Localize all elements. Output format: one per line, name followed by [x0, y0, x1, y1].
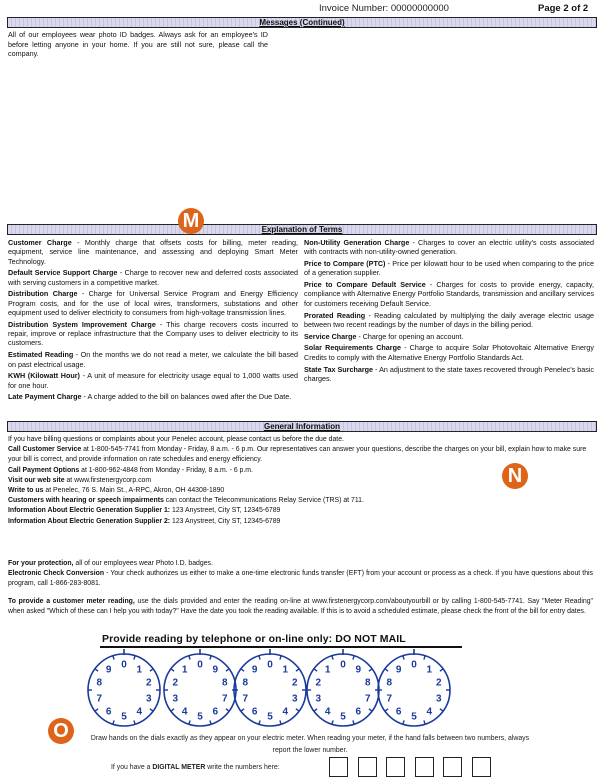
dial-number: 0	[121, 659, 127, 671]
dial-5[interactable]	[364, 642, 464, 732]
dial-number: 4	[181, 706, 188, 718]
dial-tick	[403, 720, 404, 724]
digit-box[interactable]	[443, 757, 462, 777]
meter-reading-note: To provide a customer meter reading, use the dials provided and enter the reading on-line at www.firstenergycorp.com/aboutyourbill or by calling 1-800-545-7741. Say "Meter Reading" when asked "Which of these can I help you with today?" Have the date you took the reading available. If this is to avoid a scheduled estimate, please check the front of the bill for entry dates.	[8, 598, 593, 616]
term-left-5	[8, 371, 298, 390]
dial-number: 8	[221, 677, 228, 689]
term-right-6	[304, 365, 594, 384]
dial-tick	[210, 720, 211, 724]
general-item	[8, 506, 593, 516]
dial-tick	[353, 656, 354, 660]
term-definition: - Price per kilowatt hour to be used when comparing to the price of a generation supplier.	[304, 259, 594, 278]
dial-number: 7	[221, 693, 228, 705]
dial-instructions: Draw hands on the dials exactly as they appear on your electric meter. When reading your meter, if the hand falls between two numbers, always report the lower number.	[90, 735, 530, 754]
messages-text: All of our employees wear photo ID badges. Always ask for an employee's ID before letting anyone in your home. If you are still not sure, please call the company.	[8, 30, 268, 59]
term-definition: - Charge for Universal Service Program and Energy Efficiency Program costs, and for the use of local wires, transformers, substations and other equipment used to deliver electricity to consumers from high-voltage transmission lines.	[8, 289, 298, 318]
dial-number: 0	[340, 659, 346, 671]
term-right-2	[304, 280, 594, 308]
dial-number: 2	[172, 677, 179, 689]
term-left-0	[8, 238, 298, 266]
dial-number: 3	[435, 693, 442, 705]
general-item-label: Customers with hearing or speech impairments	[8, 497, 164, 505]
general-item	[8, 486, 593, 496]
dial-tick	[241, 669, 244, 671]
general-item-text: at 1-800-545-7741 from Monday - Friday, 8 a.m. - 6 p.m. Our representatives can answer your questions, describe the charges on your bill, explain how to make sure your bill is correct, and provide information on rate schedules and energy efficiency.	[8, 446, 587, 464]
term-definition: - Charge for opening an account.	[356, 331, 464, 341]
term-name: Distribution Charge	[8, 289, 78, 299]
dial-tick	[403, 656, 404, 660]
term-name: Distribution System Improvement Charge	[8, 319, 156, 329]
term-name: State Tax Surcharge	[304, 364, 374, 374]
dial-number: 1	[136, 664, 143, 676]
dial-tick	[440, 709, 443, 711]
dial-number: 6	[105, 706, 112, 718]
dial-number: 6	[395, 706, 402, 718]
messages-section-header: Messages (Continued)	[7, 17, 597, 28]
term-name: Customer Charge	[8, 238, 72, 247]
dial-tick	[171, 669, 174, 671]
invoice-label: Invoice Number:	[319, 3, 389, 14]
dial-number: 5	[197, 711, 203, 723]
term-definition: - Charges to cover an electric utility's costs associated with contracts with non-utility-owned generation.	[304, 238, 595, 257]
general-info	[8, 435, 593, 527]
dial-number: 5	[267, 711, 273, 723]
dial-tick	[189, 720, 190, 724]
term-definition: - On the months we do not read a meter, we calculate the bill based on past electrical usage.	[8, 350, 299, 369]
general-item	[8, 445, 593, 465]
general-item-label: Call Payment Options	[8, 466, 80, 474]
term-right-0	[304, 238, 594, 257]
term-left-3	[8, 320, 298, 348]
dial-tick	[424, 656, 425, 660]
dial-tick	[280, 656, 281, 660]
callout-badge-m: M	[178, 208, 204, 234]
dial-number: 2	[315, 677, 322, 689]
dial-number: 7	[386, 693, 393, 705]
invoice-number	[319, 3, 449, 14]
term-name: Late Payment Charge	[8, 392, 82, 402]
term-left-6	[8, 392, 298, 401]
dial-number: 0	[197, 659, 203, 671]
dial-tick	[332, 656, 333, 660]
general-item-text: at Penelec, 76 S. Main St., A-RPC, Akron, OH 44308-1890	[43, 487, 225, 495]
dial-number: 8	[386, 677, 393, 689]
general-section-header: General Information	[7, 421, 597, 432]
dial-number: 9	[251, 664, 258, 676]
term-name: Price to Compare Default Service	[304, 280, 426, 290]
general-item-text: 123 Anystreet, City ST, 12345-6789	[170, 507, 281, 515]
dial-tick	[332, 720, 333, 724]
dial-tick	[210, 656, 211, 660]
callout-badge-o: O	[48, 718, 74, 744]
dial-tick	[424, 720, 425, 724]
dial-tick	[280, 720, 281, 724]
general-item-label: Visit our web site	[8, 476, 65, 484]
dial-tick	[241, 709, 244, 711]
dial-tick	[259, 656, 260, 660]
term-left-2	[8, 289, 298, 317]
dial-number: 8	[364, 677, 371, 689]
dial-number: 9	[105, 664, 112, 676]
dial-number: 1	[282, 664, 289, 676]
term-name: Price to Compare (PTC)	[304, 259, 386, 269]
dial-number: 8	[96, 677, 103, 689]
dial-number: 5	[340, 711, 346, 723]
term-definition: - A unit of measure for electricity usage equal to 1,000 watts used for one hour.	[8, 371, 298, 390]
terms-section-header: Explanation of Terms	[7, 224, 597, 235]
term-definition: - This charge recovers costs incurred to repair, improve or replace infrastructure that the Company uses to deliver electricity to its customers.	[8, 319, 298, 348]
dial-number: 3	[172, 693, 179, 705]
term-name: Prorated Reading	[304, 310, 366, 320]
digit-box[interactable]	[472, 757, 491, 777]
term-left-1	[8, 268, 298, 287]
term-definition: - Reading calculated by multiplying the daily average electric usage between two recent readings by the number of days in the billing period.	[304, 310, 594, 329]
term-name: Solar Requirements Charge	[304, 343, 401, 353]
page-indicator: Page 2 of 2	[538, 3, 589, 14]
dial-tick	[95, 709, 98, 711]
general-item-label: Write to us	[8, 487, 44, 495]
general-item	[8, 496, 593, 506]
digit-box[interactable]	[358, 757, 377, 777]
dial-number: 1	[181, 664, 188, 676]
dial-tick	[440, 669, 443, 671]
dial-number: 7	[364, 693, 371, 705]
general-item-text: 123 Anystreet, City ST, 12345-6789	[170, 517, 281, 525]
term-name: KWH (Kilowatt Hour)	[8, 371, 80, 381]
term-left-4	[8, 350, 298, 369]
dial-number: 4	[324, 706, 331, 718]
dial-number: 7	[96, 693, 103, 705]
digit-box[interactable]	[386, 757, 405, 777]
dial-number: 4	[136, 706, 143, 718]
dial-tick	[134, 720, 135, 724]
term-right-5	[304, 343, 594, 362]
dial-number: 6	[355, 706, 362, 718]
dial-tick	[314, 709, 317, 711]
term-definition: - A charge added to the bill on balances owed after the Due Date.	[81, 392, 292, 402]
dial-number: 4	[426, 706, 433, 718]
term-right-1	[304, 259, 594, 278]
term-name: Estimated Reading	[8, 350, 74, 360]
dial-number: 0	[411, 659, 417, 671]
term-name: Default Service Support Charge	[8, 268, 118, 278]
terms-right-column	[304, 238, 594, 386]
callout-badge-n: N	[502, 463, 528, 489]
dial-number: 2	[291, 677, 298, 689]
term-definition: - An adjustment to the state taxes recovered through Penelec's basic charges.	[304, 364, 594, 383]
general-item	[8, 476, 593, 486]
dial-number: 6	[212, 706, 219, 718]
dial-number: 3	[145, 693, 152, 705]
dial-title: Provide reading by telephone or on-line only: DO NOT MAIL	[102, 633, 406, 645]
eft-note: Electronic Check Conversion - Your check authorizes us either to make a one-time electronic funds transfer (EFT) from your account or process as a check. If you have questions about this program, call 1-866-283-8081.	[8, 570, 594, 588]
dial-number: 3	[315, 693, 322, 705]
digit-box[interactable]	[415, 757, 434, 777]
term-definition: - Charge to acquire Solar Photovoltaic Alternative Energy Credits to comply with the Alternative Energy Portfolio Standards Act.	[304, 343, 595, 362]
term-name: Non-Utility Generation Charge	[304, 238, 410, 247]
dial-number: 2	[145, 677, 152, 689]
dial-tick	[259, 720, 260, 724]
dial-tick	[385, 709, 388, 711]
dial-number: 4	[282, 706, 289, 718]
dial-number: 8	[242, 677, 249, 689]
dial-number: 9	[395, 664, 402, 676]
dial-tick	[113, 720, 114, 724]
dial-tick	[385, 669, 388, 671]
dial-number: 5	[411, 711, 417, 723]
digit-box[interactable]	[329, 757, 348, 777]
dial-number: 7	[242, 693, 249, 705]
general-item-text: can contact the Telecommunications Relay Service (TRS) at 711.	[163, 497, 364, 505]
term-definition: - Charges for costs to provide energy, capacity, compliance with Alternative Energy Portfolio Standards, transmission and ancillary services for customers receiving Default Service.	[304, 280, 594, 308]
general-item-label: Information About Electric Generation Supplier 2:	[8, 517, 171, 525]
dial-number: 2	[435, 677, 442, 689]
term-definition: - Monthly charge that offsets costs for billing, meter reading, equipment, service line maintenance, and assessing and deploying Smart Meter Technology.	[8, 238, 298, 266]
dial-tick	[95, 669, 98, 671]
term-name: Service Charge	[304, 331, 357, 341]
dial-tick	[113, 656, 114, 660]
dial-number: 9	[355, 664, 362, 676]
general-item-text: at www.firstenergycorp.com	[64, 476, 152, 484]
dial-tick	[171, 709, 174, 711]
digital-meter-label: If you have a DIGITAL METER write the numbers here:	[111, 764, 280, 771]
dial-number: 0	[267, 659, 273, 671]
dial-tick	[314, 669, 317, 671]
dial-tick	[134, 656, 135, 660]
general-item	[8, 466, 593, 476]
dial-number: 9	[212, 664, 219, 676]
dial-tick	[189, 656, 190, 660]
terms-left-column	[8, 238, 298, 404]
general-item-label: Information About Electric Generation Supplier 1:	[8, 507, 171, 515]
dial-tick	[353, 720, 354, 724]
protection-note: For your protection, all of our employees wear Photo I.D. badges.	[8, 560, 213, 567]
dial-number: 3	[291, 693, 298, 705]
term-definition: - Charge to recover new and deferred costs associated with serving customers in a competitive market.	[8, 268, 298, 287]
term-right-4	[304, 332, 594, 341]
term-right-3	[304, 311, 594, 330]
dial-number: 1	[426, 664, 433, 676]
general-item-label: Call Customer Service	[8, 446, 82, 454]
invoice-value: 00000000000	[390, 3, 449, 14]
general-item	[8, 517, 593, 527]
general-intro: If you have billing questions or complaints about your Penelec account, please contact us before the due date.	[8, 436, 344, 443]
dial-number: 5	[121, 711, 127, 723]
general-item-text: at 1-800-962-4848 from Monday - Friday, 8 a.m. - 6 p.m.	[79, 466, 253, 474]
dial-number: 6	[251, 706, 258, 718]
dial-number: 1	[324, 664, 331, 676]
